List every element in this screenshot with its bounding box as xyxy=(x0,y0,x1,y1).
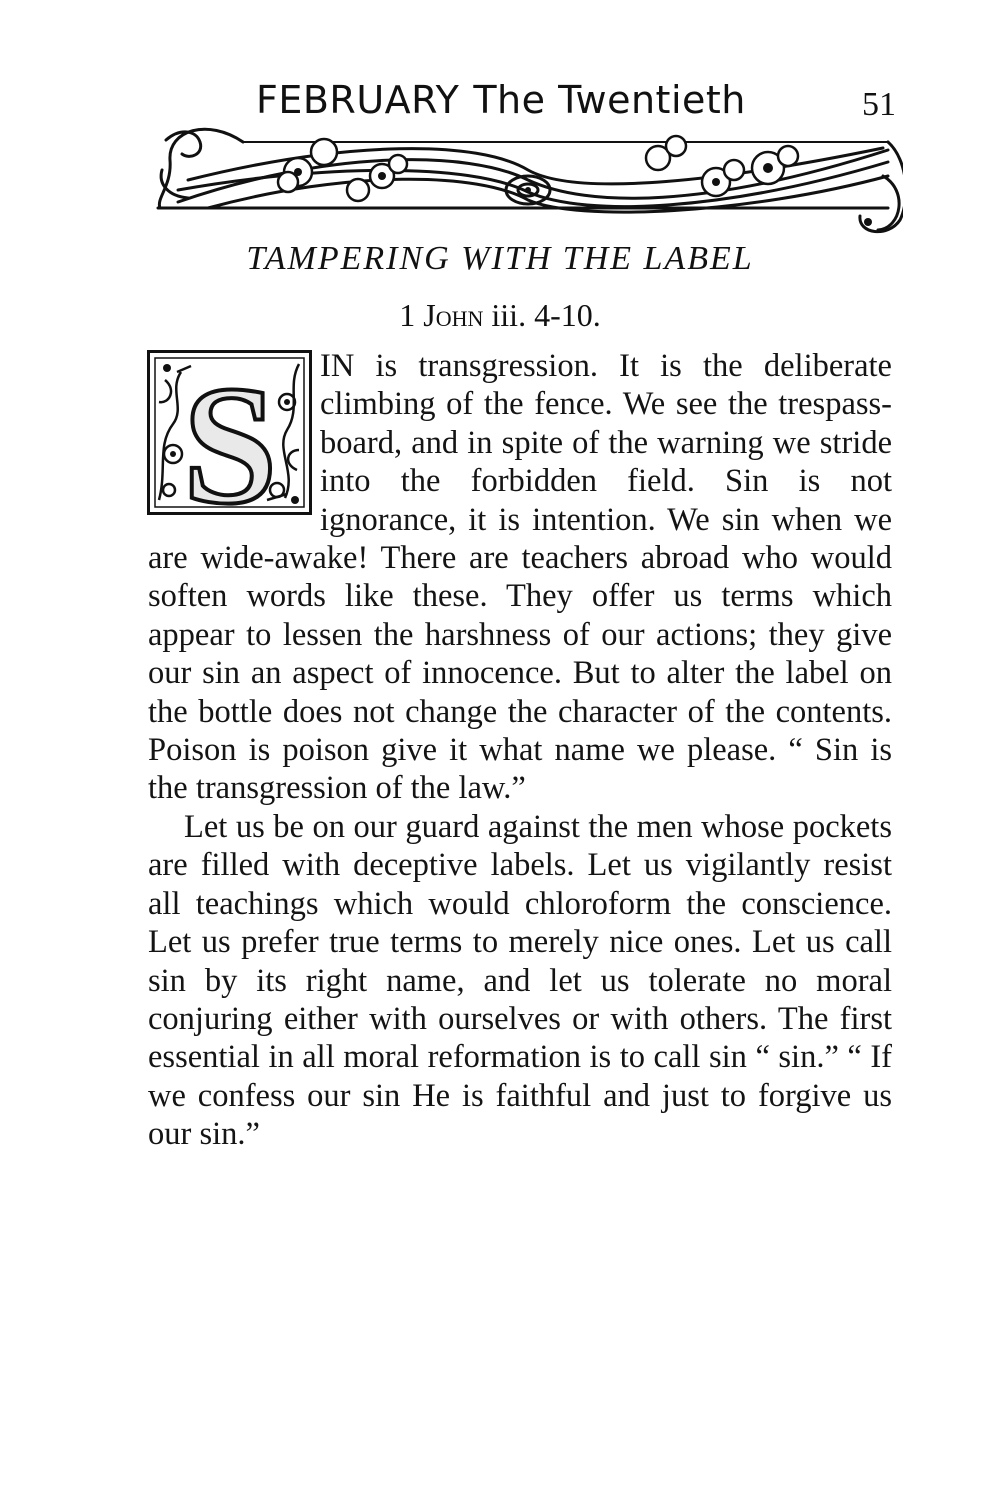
drop-cap-space xyxy=(148,347,320,537)
scripture-reference xyxy=(0,297,1000,334)
article-body xyxy=(148,347,892,1154)
paragraph-1: IN is transgression. It is the deliberate climbing of the fence. We see the trespass-board, and in spite of the warning we stride into the forbidden field. Sin is not ignorance, it is intention. We sin when we are wide-awake! There are teachers abroad who would soften words like these. They offer us terms which appear to lessen the harshness of our actions; they give our sin an aspect of innocence. But to alter the label on the bottle does not change the character of the contents. Poison is poison give it what name we please. “ Sin is the transgression of the law.” xyxy=(148,348,892,807)
day-label: The Twentieth xyxy=(473,78,746,122)
drop-cap-letter: S xyxy=(182,351,278,515)
paragraph-2: Let us be on our guard against the men whose pockets are filled with deceptive labels. Let us vigilantly resist all teachings which would chloroform the conscience. Let us prefer true terms to merely nice ones. Let us call sin by its right name, and let us tolerate no moral conjuring either with ourselves or with others. The first essential in all moral reformation is to call sin “ sin.” “ If we confess our sin He is faithful and just to forgive us our sin.” xyxy=(148,808,892,1153)
reference-number: 1 xyxy=(399,297,416,333)
page-number: 51 xyxy=(862,86,896,123)
month-label: FEBRUARY xyxy=(256,78,460,122)
reference-book: John xyxy=(423,297,484,333)
reference-verses: iii. 4-10. xyxy=(491,297,601,333)
running-head xyxy=(0,0,1000,123)
article-title: TAMPERING WITH THE LABEL xyxy=(246,240,754,277)
floral-vine-ornament xyxy=(148,110,903,240)
